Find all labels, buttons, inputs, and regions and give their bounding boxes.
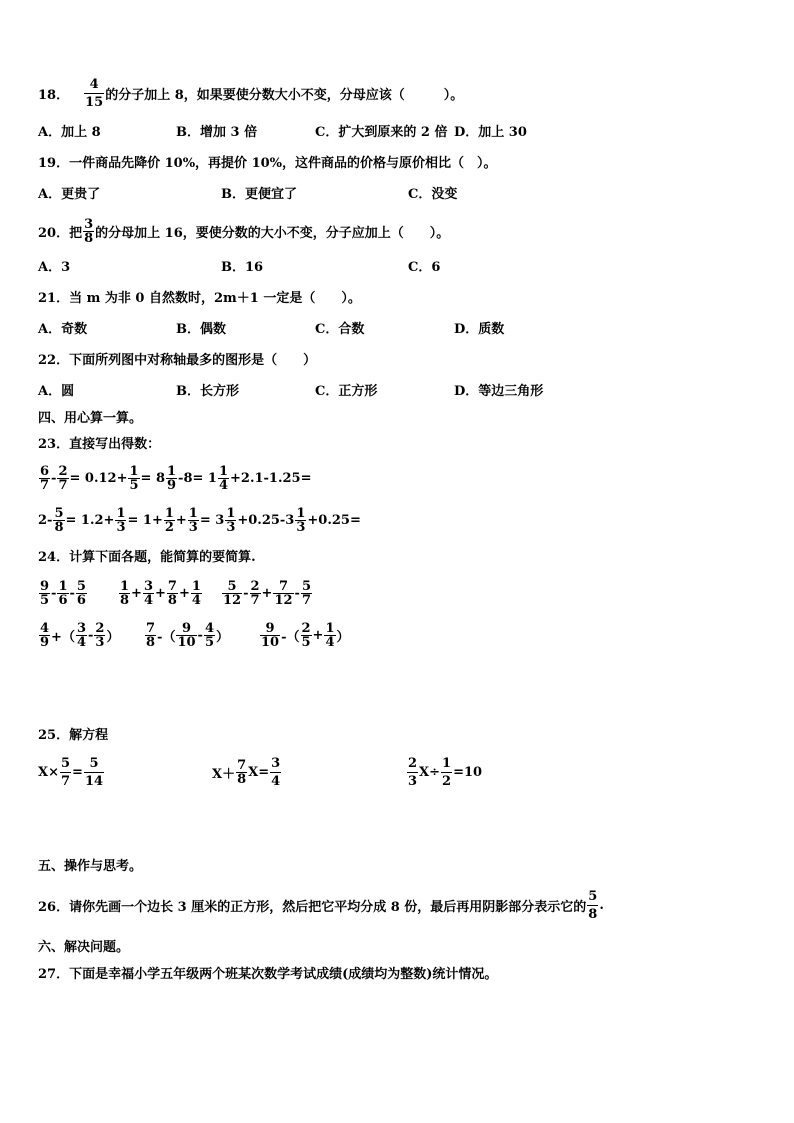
fraction [273,580,293,607]
fraction [222,580,242,607]
denominator: 4 [191,593,201,608]
option-b: B．更便宜了 [221,187,297,202]
option-a: A．更贵了 [38,187,101,202]
expression-2: $\frac{1}{8}$ + $\frac{3}{4}$ + $\frac{7}{8}$ + $\frac{1}{4}$ [120,579,201,608]
fraction [128,465,139,492]
denominator: 3 [116,520,126,535]
denominator: 3 [188,520,198,535]
question-26: 26．请你先画一个边长 3 厘米的正方形，然后把它平均分成 8 份，最后再用阴影部分表示它的 $\frac{5}{8}$ . [38,889,604,922]
mental-math-line-2: 2- $\frac{5}{8}$ = 1.2+ $\frac{1}{3}$ = 1+ $\frac{1}{2}$ + $\frac{1}{3}$ = 3 $\frac{1}{3}$ +0.25-3 $\frac{1}{3}$ +0.25= [38,506,361,535]
numerator: 1 [58,579,68,594]
numerator: 3 [84,217,94,232]
question-22: 22．下面所列图中对称轴最多的图形是（ ） [38,353,317,368]
denominator: 4 [76,635,86,650]
denominator: 14 [84,774,104,789]
fraction [218,465,229,492]
option-d: D．等边三角形 [454,384,544,399]
question-24-title: 24．计算下面各题，能简算的要简算. [38,550,256,565]
question-21: 21．当 m 为非 0 自然数时，2m＋1 一定是（ ）。 [38,291,361,306]
option-c: C．没变 [408,187,458,202]
section-heading: 五、操作与思考。 [38,859,143,874]
fraction [166,465,177,492]
numerator: 7 [278,579,289,594]
denominator: 7 [60,774,71,789]
denominator: 3 [226,520,236,535]
fraction [587,888,598,923]
fraction [260,622,280,649]
numerator: 2 [408,756,418,771]
numerator: 2 [95,621,105,636]
fraction [115,507,126,534]
numerator: 4 [204,621,214,636]
denominator: 6 [76,593,86,608]
denominator: 5 [204,635,214,650]
option-a: A．3 [38,260,71,275]
fraction [145,622,156,649]
fraction [39,622,50,649]
mental-math-line-1: $\frac{6}{7}$ - $\frac{2}{7}$ = 0.12+ $\frac{1}{5}$ = 8 $\frac{1}{9}$ -8= 1 $\frac{1}{4}$ +2.1-1.25= [40,464,312,493]
numerator: 1 [191,579,201,594]
numerator: 1 [325,621,335,636]
equation-1: X× $\frac{5}{7}$ = $\frac{5}{14}$ [38,756,104,789]
option-b: B．16 [221,260,264,275]
fraction [84,76,104,111]
fraction [76,622,87,649]
option-d: D．质数 [454,322,505,337]
fraction [57,580,68,607]
fraction [236,759,247,786]
denominator: 7 [250,593,260,608]
numerator: 1 [218,464,228,479]
question-20 [38,218,449,245]
fraction [225,507,236,534]
denominator: 3 [408,774,418,789]
question-23-title: 23．直接写出得数： [38,437,161,452]
question-number: 18． [38,88,70,103]
fraction [84,755,104,790]
numerator: 7 [237,758,247,773]
denominator: 9 [167,478,177,493]
denominator: 8 [84,231,94,246]
denominator: 7 [301,593,311,608]
numerator: 1 [120,579,130,594]
denominator: 8 [588,907,598,922]
denominator: 4 [271,774,281,789]
question-18 [38,76,463,111]
numerator: 5 [89,756,99,771]
fraction [119,580,130,607]
expression-6: $\frac{9}{10}$ -（ $\frac{2}{5}$ + $\frac{1}{4}$ ） [261,621,350,650]
denominator: 7 [40,478,50,493]
numerator: 1 [116,506,126,521]
numerator: 7 [146,621,156,636]
equation-3: $\frac{2}{3}$ X÷ $\frac{1}{2}$ =10 [408,756,483,789]
option-c: C．6 [408,260,441,275]
denominator: 8 [54,520,64,535]
denominator: 2 [164,520,174,535]
fraction [167,580,178,607]
fraction [176,622,196,649]
option-b: B．长方形 [176,384,239,399]
numerator: 3 [143,579,153,594]
numerator: 1 [164,506,174,521]
question-text: 的分母加上 16，要使分数的大小不变，分子应加上（ ）。 [95,226,450,241]
denominator: 12 [274,593,293,608]
fraction [76,580,87,607]
option-c: C．扩大到原来的 2 倍 [315,125,448,140]
denominator: 15 [85,95,104,110]
fraction [94,622,105,649]
equation-2: X＋ $\frac{7}{8}$ X= $\frac{3}{4}$ [212,756,281,789]
fraction [39,465,50,492]
denominator: 8 [120,593,130,608]
numerator: 4 [40,621,50,636]
numerator: 5 [54,506,64,521]
fraction [324,622,335,649]
option-a: A．奇数 [38,322,88,337]
fraction [143,580,154,607]
denominator: 7 [58,478,68,493]
numerator: 2 [250,579,260,594]
option-c: C．合数 [315,322,365,337]
fraction [188,507,199,534]
section-heading: 四、用心算一算。 [38,411,143,426]
option-a: A．圆 [38,384,75,399]
numerator: 9 [40,579,50,594]
denominator: 5 [129,478,139,493]
numerator: 9 [265,621,275,636]
fraction [270,755,281,790]
denominator: 10 [261,635,280,650]
fraction [39,580,50,607]
question-text: 的分子加上 8，如果要使分数大小不变，分母应该（ ）。 [105,88,464,103]
fraction [53,507,64,534]
denominator: 4 [143,593,153,608]
denominator: 5 [301,635,311,650]
option-c: C．正方形 [315,384,378,399]
numerator: 5 [60,756,71,771]
expression-5: $\frac{7}{8}$ -（ $\frac{9}{10}$ - $\frac{4}{5}$ ） [146,621,230,650]
question-27: 27．下面是幸福小学五年级两个班某次数学考试成绩(成绩均为整数)统计情况。 [38,967,498,982]
numerator: 1 [296,506,306,521]
section-heading: 六、解决问题。 [38,940,130,955]
fraction [301,580,312,607]
denominator: 8 [237,772,247,787]
denominator: 3 [95,635,105,650]
denominator: 2 [442,774,452,789]
numerator: 1 [129,464,139,479]
numerator: 6 [40,464,50,479]
fraction [250,580,261,607]
fraction [60,755,71,790]
fraction [295,507,306,534]
fraction [441,755,452,790]
numerator: 9 [181,621,192,636]
numerator: 2 [58,464,68,479]
expression-4: $\frac{4}{9}$ +（ $\frac{3}{4}$ - $\frac{2}{3}$ ） [40,621,120,650]
fraction [57,465,68,492]
denominator: 5 [40,593,50,608]
question-19: 19．一件商品先降价 10%，再提价 10%，这件商品的价格与原价相比（ ）。 [38,156,497,171]
numerator: 1 [226,506,236,521]
denominator: 4 [325,635,335,650]
option-b: B．偶数 [176,322,226,337]
denominator: 8 [167,593,177,608]
numerator: 4 [89,77,99,92]
fraction [164,507,175,534]
expression-1: $\frac{9}{5}$ - $\frac{1}{6}$ - $\frac{5}{6}$ [40,579,86,608]
numerator: 1 [167,464,177,479]
option-b: B．增加 3 倍 [176,125,258,140]
fraction [204,622,215,649]
question-25-title: 25．解方程 [38,728,109,743]
denominator: 3 [296,520,306,535]
option-a: A．加上 8 [38,125,101,140]
option-d: D．加上 30 [454,125,527,140]
numerator: 3 [271,756,281,771]
fraction [301,622,312,649]
denominator: 6 [58,593,68,608]
question-prefix: 20．把 [38,226,83,241]
numerator: 1 [188,506,198,521]
expression-3: $\frac{5}{12}$ - $\frac{2}{7}$ + $\frac{7}{12}$ - $\frac{5}{7}$ [223,579,311,608]
question-text: 26．请你先画一个边长 3 厘米的正方形，然后把它平均分成 8 份，最后再用阴影部分表示它的 [38,900,587,915]
numerator: 5 [588,889,598,904]
fraction [191,580,202,607]
denominator: 10 [177,635,196,650]
denominator: 9 [40,635,50,650]
fraction [83,218,94,245]
denominator: 12 [223,593,242,608]
numerator: 5 [301,579,311,594]
fraction [407,755,418,790]
numerator: 5 [76,579,86,594]
denominator: 4 [218,478,228,493]
numerator: 2 [301,621,311,636]
numerator: 7 [167,579,177,594]
numerator: 1 [442,756,452,771]
denominator: 8 [146,635,156,650]
numerator: 3 [76,621,86,636]
numerator: 5 [227,579,237,594]
